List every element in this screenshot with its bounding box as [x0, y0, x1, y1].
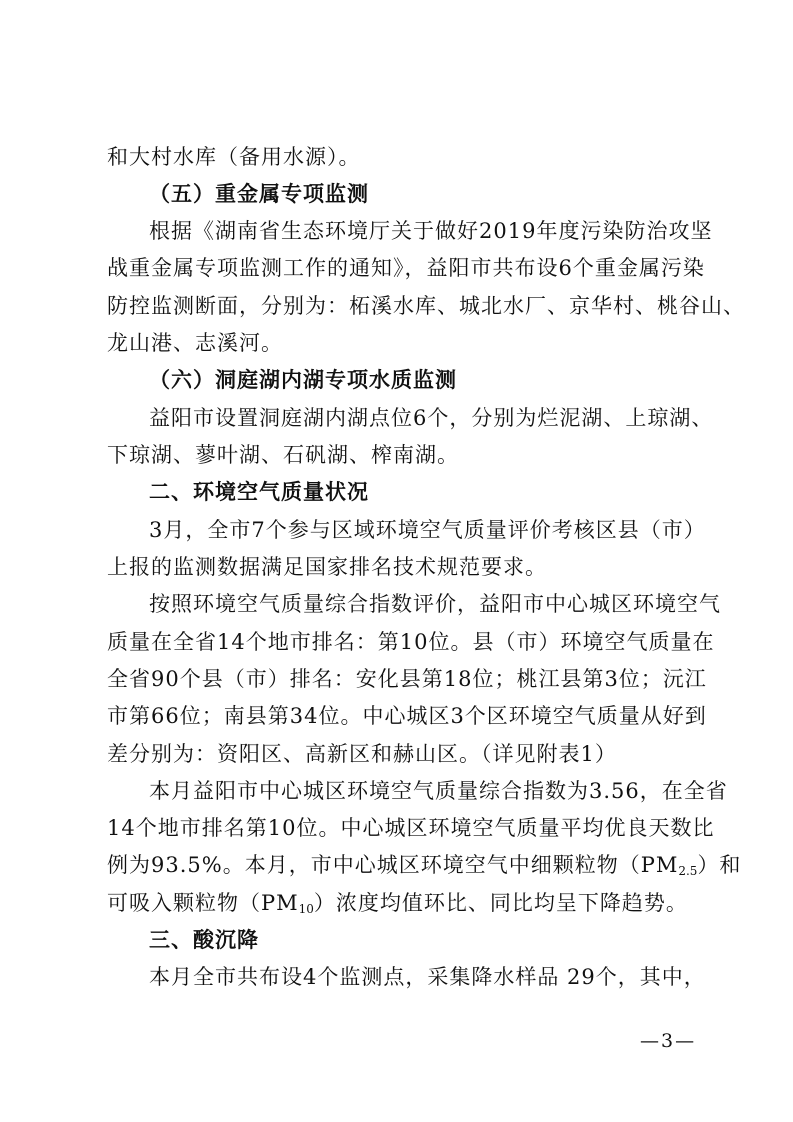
subscript: 10 — [298, 902, 314, 916]
paragraph-line: 市第66位；南县第34位。中心城区3个区环境空气质量从好到 — [107, 704, 707, 728]
section-heading-6: （六）洞庭湖内湖专项水质监测 — [149, 368, 457, 392]
section-heading-acid-deposition: 三、酸沉降 — [149, 928, 259, 952]
paragraph-line — [107, 851, 742, 879]
paragraph-line: 益阳市设置洞庭湖内湖点位6个，分别为烂泥湖、上琼湖、 — [149, 406, 714, 430]
paragraph-line: 龙山港、志溪河。 — [107, 331, 283, 355]
text: ）和 — [697, 853, 742, 877]
paragraph-line: 本月益阳市中心城区环境空气质量综合指数为3.56，在全省 — [149, 779, 728, 803]
paragraph-line: 全省90个县（市）排名：安化县第18位；桃江县第3位；沅江 — [107, 667, 707, 691]
section-heading-air-quality: 二、环境空气质量状况 — [149, 480, 369, 504]
paragraph-line: 下琼湖、蓼叶湖、石矾湖、榨南湖。 — [107, 443, 459, 467]
section-heading-5: （五）重金属专项监测 — [149, 182, 369, 206]
paragraph-line: 按照环境空气质量综合指数评价，益阳市中心城区环境空气 — [149, 592, 721, 616]
page-number: —3— — [640, 1030, 697, 1052]
paragraph-line: 战重金属专项监测工作的通知》，益阳市共布设6个重金属污染 — [107, 256, 705, 280]
paragraph-line: 防控监测断面，分别为：柘溪水库、城北水厂、京华村、桃谷山、 — [107, 294, 745, 318]
text: 可吸入颗粒物（PM — [107, 891, 299, 915]
paragraph-line — [107, 889, 701, 917]
paragraph-line: 差分别为：资阳区、高新区和赫山区。（详见附表1） — [107, 742, 617, 766]
paragraph-line: 根据《湖南省生态环境厅关于做好2019年度污染防治攻坚 — [149, 219, 713, 243]
paragraph-line: 质量在全省14个地市排名：第10位。县（市）环境空气质量在 — [107, 630, 715, 654]
paragraph-line: 14个地市排名第10位。中心城区环境空气质量平均优良天数比 — [107, 816, 715, 840]
paragraph-line: 和大村水库（备用水源）。 — [107, 145, 361, 169]
text: 例为93.5%。本月，市中心城区环境空气中细颗粒物（PM — [107, 853, 679, 877]
paragraph-line: 上报的监测数据满足国家排名技术规范要求。 — [107, 555, 547, 579]
paragraph-line: 本月全市共布设4个监测点，采集降水样品 29个，其中， — [149, 965, 706, 989]
paragraph-line: 3月，全市7个参与区域环境空气质量评价考核区县（市） — [149, 518, 706, 542]
text: ）浓度均值环比、同比均呈下降趋势。 — [313, 891, 688, 915]
subscript: 2.5 — [678, 864, 698, 878]
